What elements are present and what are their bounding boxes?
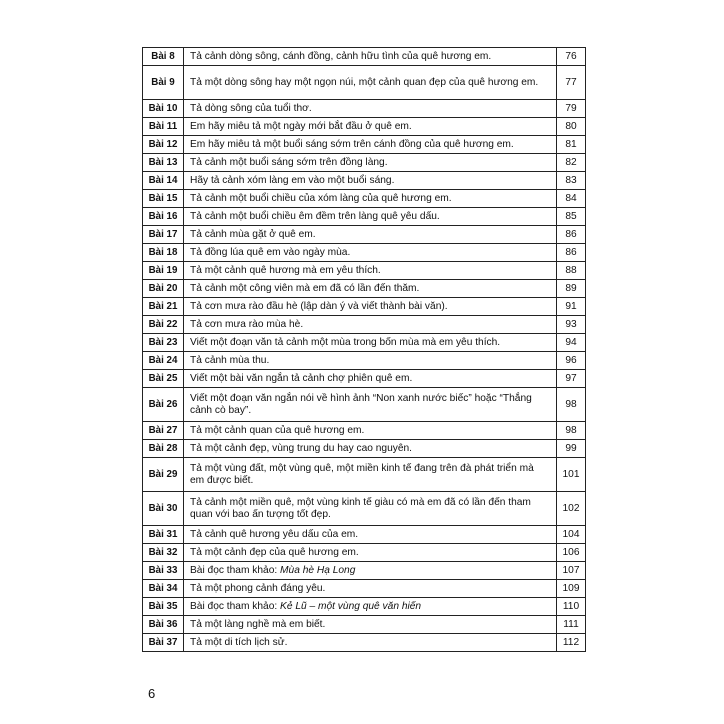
lesson-number: Bài 33 [143, 562, 184, 580]
lesson-title: Tả cảnh dòng sông, cánh đồng, cảnh hữu tình của quê hương em. [184, 48, 557, 66]
lesson-page: 89 [557, 280, 586, 298]
lesson-number: Bài 15 [143, 190, 184, 208]
lesson-number: Bài 24 [143, 352, 184, 370]
lesson-page: 93 [557, 316, 586, 334]
lesson-title: Tả một cảnh đẹp, vùng trung du hay cao nguyên. [184, 440, 557, 458]
lesson-number: Bài 11 [143, 118, 184, 136]
lesson-number: Bài 10 [143, 100, 184, 118]
lesson-number: Bài 36 [143, 616, 184, 634]
table-row [143, 440, 586, 458]
lesson-number: Bài 37 [143, 634, 184, 652]
lesson-title: Tả cảnh một buổi chiều của xóm làng của quê hương em. [184, 190, 557, 208]
lesson-number: Bài 25 [143, 370, 184, 388]
lesson-number: Bài 18 [143, 244, 184, 262]
lesson-title: Tả cảnh quê hương yêu dấu của em. [184, 526, 557, 544]
table-of-contents [142, 47, 586, 652]
lesson-number: Bài 34 [143, 580, 184, 598]
lesson-number: Bài 13 [143, 154, 184, 172]
lesson-page: 101 [557, 458, 586, 492]
table-row [143, 316, 586, 334]
lesson-number: Bài 21 [143, 298, 184, 316]
lesson-number: Bài 32 [143, 544, 184, 562]
lesson-number: Bài 12 [143, 136, 184, 154]
table-row [143, 262, 586, 280]
lesson-title: Tả một làng nghề mà em biết. [184, 616, 557, 634]
table-row [143, 172, 586, 190]
page-number: 6 [148, 686, 156, 701]
lesson-page: 80 [557, 118, 586, 136]
lesson-title: Tả cảnh một công viên mà em đã có lần đến thăm. [184, 280, 557, 298]
lesson-title [184, 562, 557, 580]
lesson-title: Tả cảnh một buổi sáng sớm trên đồng làng. [184, 154, 557, 172]
lesson-number: Bài 26 [143, 388, 184, 422]
lesson-page: 88 [557, 262, 586, 280]
lesson-number: Bài 17 [143, 226, 184, 244]
lesson-page: 99 [557, 440, 586, 458]
table-row [143, 334, 586, 352]
lesson-page: 104 [557, 526, 586, 544]
lesson-number: Bài 22 [143, 316, 184, 334]
lesson-page: 96 [557, 352, 586, 370]
lesson-title: Tả một cảnh quê hương mà em yêu thích. [184, 262, 557, 280]
lesson-title [184, 598, 557, 616]
table-row [143, 100, 586, 118]
lesson-page: 109 [557, 580, 586, 598]
table-row [143, 298, 586, 316]
lesson-title: Viết một bài văn ngắn tả cảnh chợ phiên quê em. [184, 370, 557, 388]
lesson-number: Bài 29 [143, 458, 184, 492]
table-row [143, 190, 586, 208]
table-row [143, 562, 586, 580]
lesson-title-prefix: Bài đọc tham khảo: [190, 600, 281, 612]
table-row [143, 526, 586, 544]
lesson-page: 107 [557, 562, 586, 580]
lesson-title: Tả cảnh mùa gặt ở quê em. [184, 226, 557, 244]
table-row [143, 388, 586, 422]
lesson-number: Bài 30 [143, 492, 184, 526]
lesson-title-italic: Mùa hè Hạ Long [280, 564, 356, 576]
table-row [143, 208, 586, 226]
lesson-page: 81 [557, 136, 586, 154]
lesson-page: 106 [557, 544, 586, 562]
lesson-title: Tả một di tích lịch sử. [184, 634, 557, 652]
table-row [143, 580, 586, 598]
lesson-page: 91 [557, 298, 586, 316]
lesson-title: Tả cơn mưa rào đầu hè (lập dàn ý và viết thành bài văn). [184, 298, 557, 316]
lesson-number: Bài 14 [143, 172, 184, 190]
lesson-number: Bài 27 [143, 422, 184, 440]
lesson-title: Viết một đoạn văn tả cảnh một mùa trong bốn mùa mà em yêu thích. [184, 334, 557, 352]
lesson-page: 97 [557, 370, 586, 388]
lesson-page: 77 [557, 66, 586, 100]
table-row [143, 118, 586, 136]
lesson-number: Bài 28 [143, 440, 184, 458]
lesson-title: Tả cảnh mùa thu. [184, 352, 557, 370]
lesson-number: Bài 16 [143, 208, 184, 226]
lesson-page: 110 [557, 598, 586, 616]
table-row [143, 48, 586, 66]
lesson-page: 111 [557, 616, 586, 634]
lesson-page: 112 [557, 634, 586, 652]
lesson-page: 79 [557, 100, 586, 118]
lesson-title: Tả dòng sông của tuổi thơ. [184, 100, 557, 118]
table-row [143, 458, 586, 492]
table-row [143, 280, 586, 298]
lesson-page: 102 [557, 492, 586, 526]
lesson-title: Tả cảnh một miền quê, một vùng kinh tế giàu có mà em đã có lần đến tham quan với bao ấn tượng tốt đẹp. [184, 492, 557, 526]
table-row [143, 136, 586, 154]
lesson-page: 86 [557, 226, 586, 244]
lesson-page: 98 [557, 422, 586, 440]
lesson-number: Bài 23 [143, 334, 184, 352]
table-row [143, 422, 586, 440]
table-row [143, 544, 586, 562]
lesson-page: 76 [557, 48, 586, 66]
lesson-page: 98 [557, 388, 586, 422]
lesson-number: Bài 8 [143, 48, 184, 66]
table-row [143, 66, 586, 100]
lesson-number: Bài 19 [143, 262, 184, 280]
lesson-page: 85 [557, 208, 586, 226]
lesson-title-italic: Kẻ Lũ – một vùng quê văn hiến [280, 600, 422, 612]
table-row [143, 244, 586, 262]
lesson-number: Bài 20 [143, 280, 184, 298]
lesson-number: Bài 35 [143, 598, 184, 616]
lesson-page: 82 [557, 154, 586, 172]
lesson-page: 86 [557, 244, 586, 262]
table-row [143, 370, 586, 388]
lesson-title-prefix: Bài đọc tham khảo: [190, 564, 281, 576]
lesson-page: 94 [557, 334, 586, 352]
table-row [143, 352, 586, 370]
lesson-title: Tả một vùng đất, một vùng quê, một miền kinh tế đang trên đà phát triển mà em được biết. [184, 458, 557, 492]
table-row [143, 154, 586, 172]
lesson-title: Viết một đoạn văn ngắn nói về hình ảnh “Non xanh nước biếc” hoặc “Thắng cảnh cò bay”. [184, 388, 557, 422]
lesson-page: 83 [557, 172, 586, 190]
lesson-title: Tả một phong cảnh đáng yêu. [184, 580, 557, 598]
lesson-title: Tả cảnh một buổi chiều êm đềm trên làng quê yêu dấu. [184, 208, 557, 226]
table-row [143, 226, 586, 244]
lesson-title: Tả một cảnh đẹp của quê hương em. [184, 544, 557, 562]
lesson-title: Tả cơn mưa rào mùa hè. [184, 316, 557, 334]
lesson-title: Hãy tả cảnh xóm làng em vào một buổi sáng. [184, 172, 557, 190]
lesson-number: Bài 9 [143, 66, 184, 100]
lesson-title: Tả một cảnh quan của quê hương em. [184, 422, 557, 440]
table-row [143, 634, 586, 652]
lesson-title: Tả đồng lúa quê em vào ngày mùa. [184, 244, 557, 262]
lesson-page: 84 [557, 190, 586, 208]
lesson-number: Bài 31 [143, 526, 184, 544]
table-row [143, 492, 586, 526]
lesson-title: Tả một dòng sông hay một ngọn núi, một cảnh quan đẹp của quê hương em. [184, 66, 557, 100]
lesson-title: Em hãy miêu tả một ngày mới bắt đầu ở quê em. [184, 118, 557, 136]
lesson-title: Em hãy miêu tả một buổi sáng sớm trên cánh đồng của quê hương em. [184, 136, 557, 154]
table-row [143, 616, 586, 634]
table-row [143, 598, 586, 616]
toc-body [143, 48, 586, 652]
